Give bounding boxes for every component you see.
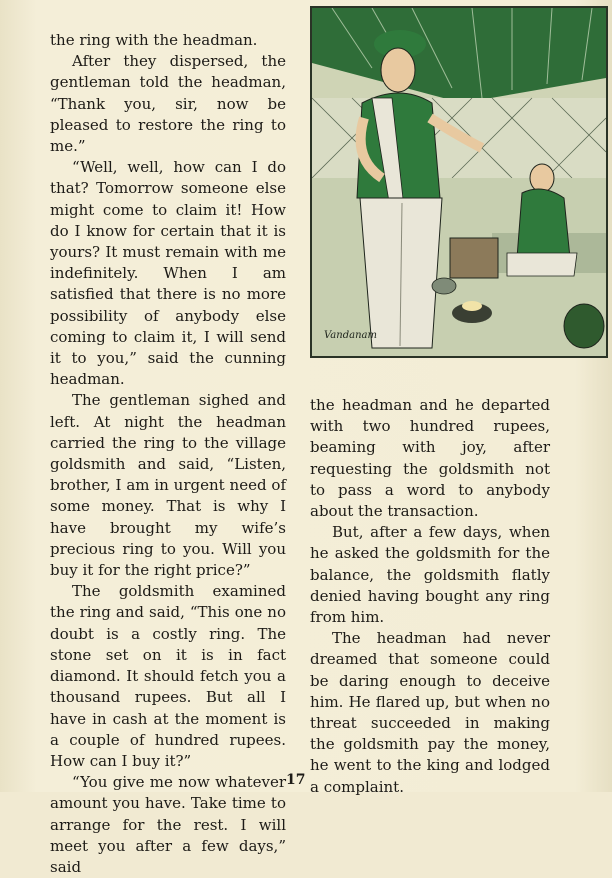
artist-signature: Vandanam (324, 330, 377, 341)
paragraph: “Well, well, how can I do that? Tomorrow someone else might come to claim it! How do I know for certain that it is yours? It must remain with me indefinitely. When I am satisfied that there is no more possibility of anybody else coming to claim it, I will send it to you,” said the cunning headman. (50, 158, 286, 389)
paragraph: “You give me now whatever amount you have. Take time to arrange for the rest. I will meet you after a few days,” said (50, 773, 286, 876)
paragraph: The gentleman sighed and left. At night the headman carried the ring to the village goldsmith and said, “Listen, brother, I am in urgent need of some money. That is why I have brought my wife’s precious ring to you. Will you buy it for the right price?” (50, 391, 286, 580)
pot (432, 278, 456, 294)
paragraph: the ring with the headman. (50, 31, 258, 49)
illustration-drawing (312, 8, 606, 356)
paragraph: the headman and he departed with two hundred rupees, beaming with joy, after requesting the goldsmith not to pass a word to anybody about the transaction. (310, 396, 550, 521)
page-number: 17 (286, 772, 306, 788)
text-column-left (50, 30, 286, 878)
story-illustration (310, 6, 608, 358)
text-column-right (310, 395, 550, 798)
jewel-box (450, 238, 498, 278)
pot (564, 304, 604, 348)
paragraph: The goldsmith examined the ring and said, “This one no doubt is a costly ring. The stone set on it is in fact diamond. It should fetch you a thousand rupees. But all I have in cash at the moment is a couple of hundred rupees. How can I buy it?” (50, 582, 286, 770)
paragraph: But, after a few days, when he asked the goldsmith for the balance, the goldsmith flatly denied having bought any ring from him. (310, 523, 550, 627)
roof (312, 8, 606, 103)
paragraph: The headman had never dreamed that someone could be daring enough to deceive him. He flared up, but when no threat succeeded in making the goldsmith pay the money, he went to the king and lodged a complaint. (310, 629, 550, 796)
paragraph: After they dispersed, the gentleman told the headman, “Thank you, sir, now be pleased to restore the ring to me.” (50, 52, 286, 156)
